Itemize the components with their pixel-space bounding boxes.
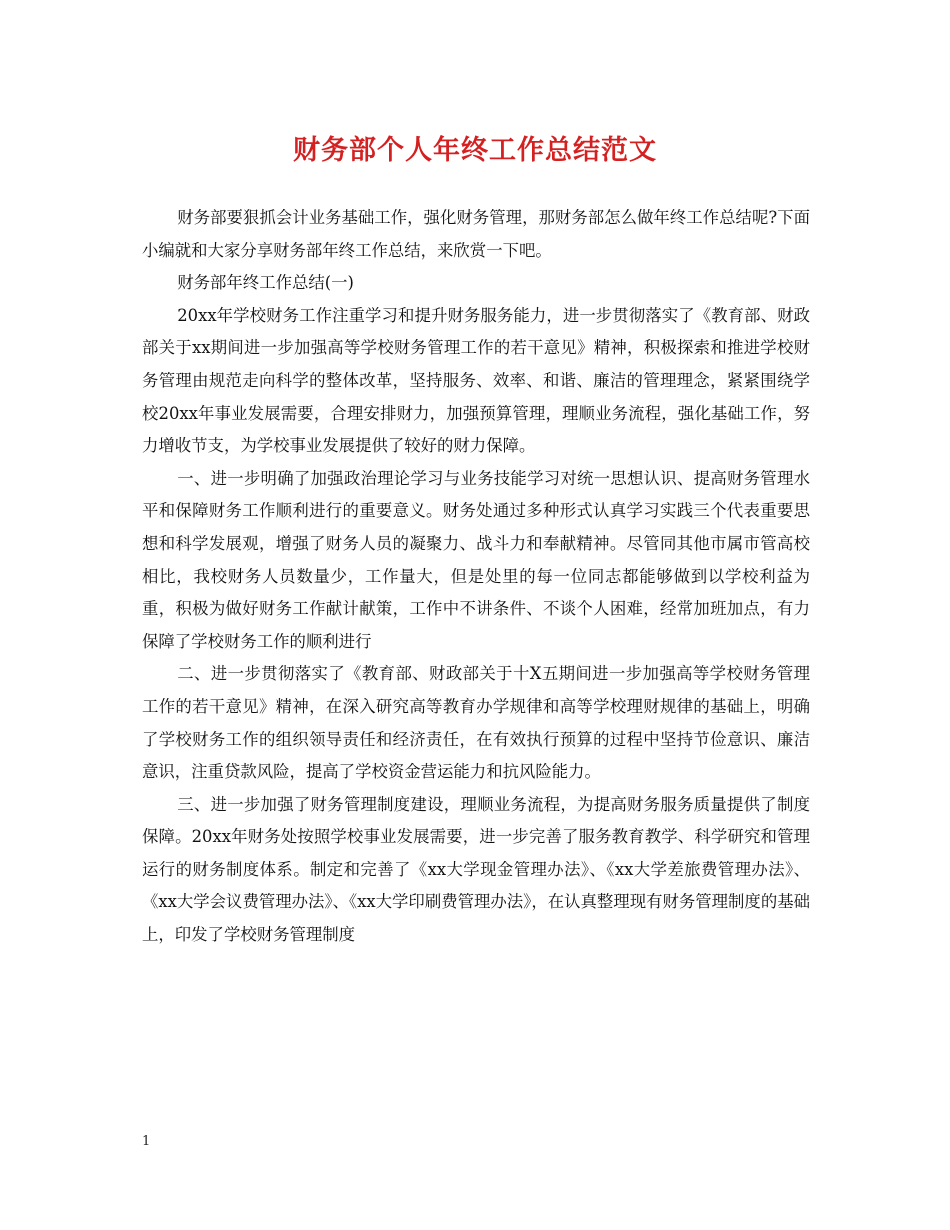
paragraph-overview: 20xx年学校财务工作注重学习和提升财务服务能力，进一步贯彻落实了《教育部、财政部关于xx期间进一步加强高等学校财务管理工作的若干意见》精神，积极探索和推进学校财务管理由规范走向科学的整体改革，坚持服务、效率、和谐、廉洁的管理理念，紧紧围绕学校20xx年事业发展需要，合理安排财力，加强预算管理，理顺业务流程，强化基础工作，努力增收节支，为学校事业发展提供了较好的财力保障。	[142, 305, 810, 456]
document-title: 财务部个人年终工作总结范文	[293, 135, 657, 166]
paragraph-point-1: 一、进一步明确了加强政治理论学习与业务技能学习对统一思想认识、提高财务管理水平和保障财务工作顺利进行的重要意义。财务处通过多种形式认真学习实践三个代表重要思想和科学发展观，增强了财务人员的凝聚力、战斗力和奉献精神。尽管同其他市属市管高校相比，我校财务人员数量少，工作量大，但是处里的每一位同志都能够做到以学校利益为重，积极为做好财务工作献计献策，工作中不讲条件、不谈个人困难，经常加班加点，有力保障了学校财务工作的顺利进行	[142, 468, 810, 651]
section-heading-summary-1: 财务部年终工作总结(一)	[177, 273, 354, 293]
document-body	[142, 202, 810, 952]
paragraph-point-2: 二、进一步贯彻落实了《教育部、财政部关于十X五期间进一步加强高等学校财务管理工作的若干意见》精神，在深入研究高等教育办学规律和高等学校理财规律的基础上，明确了学校财务工作的组织领导责任和经济责任，在有效执行预算的过程中坚持节俭意识、廉洁意识，注重贷款风险，提高了学校资金营运能力和抗风险能力。	[142, 664, 810, 782]
paragraph-intro: 财务部要狠抓会计业务基础工作，强化财务管理，那财务部怎么做年终工作总结呢?下面小编就和大家分享财务部年终工作总结，来欣赏一下吧。	[142, 208, 810, 260]
paragraph-point-3: 三、进一步加强了财务管理制度建设，理顺业务流程，为提高财务服务质量提供了制度保障。20xx年财务处按照学校事业发展需要，进一步完善了服务教育教学、科学研究和管理运行的财务制度体系。制定和完善了《xx大学现金管理办法》、《xx大学差旅费管理办法》、《xx大学会议费管理办法》、《xx大学印刷费管理办法》，在认真整理现有财务管理制度的基础上，印发了学校财务管理制度	[142, 794, 810, 945]
page-number: 1	[142, 1134, 151, 1149]
